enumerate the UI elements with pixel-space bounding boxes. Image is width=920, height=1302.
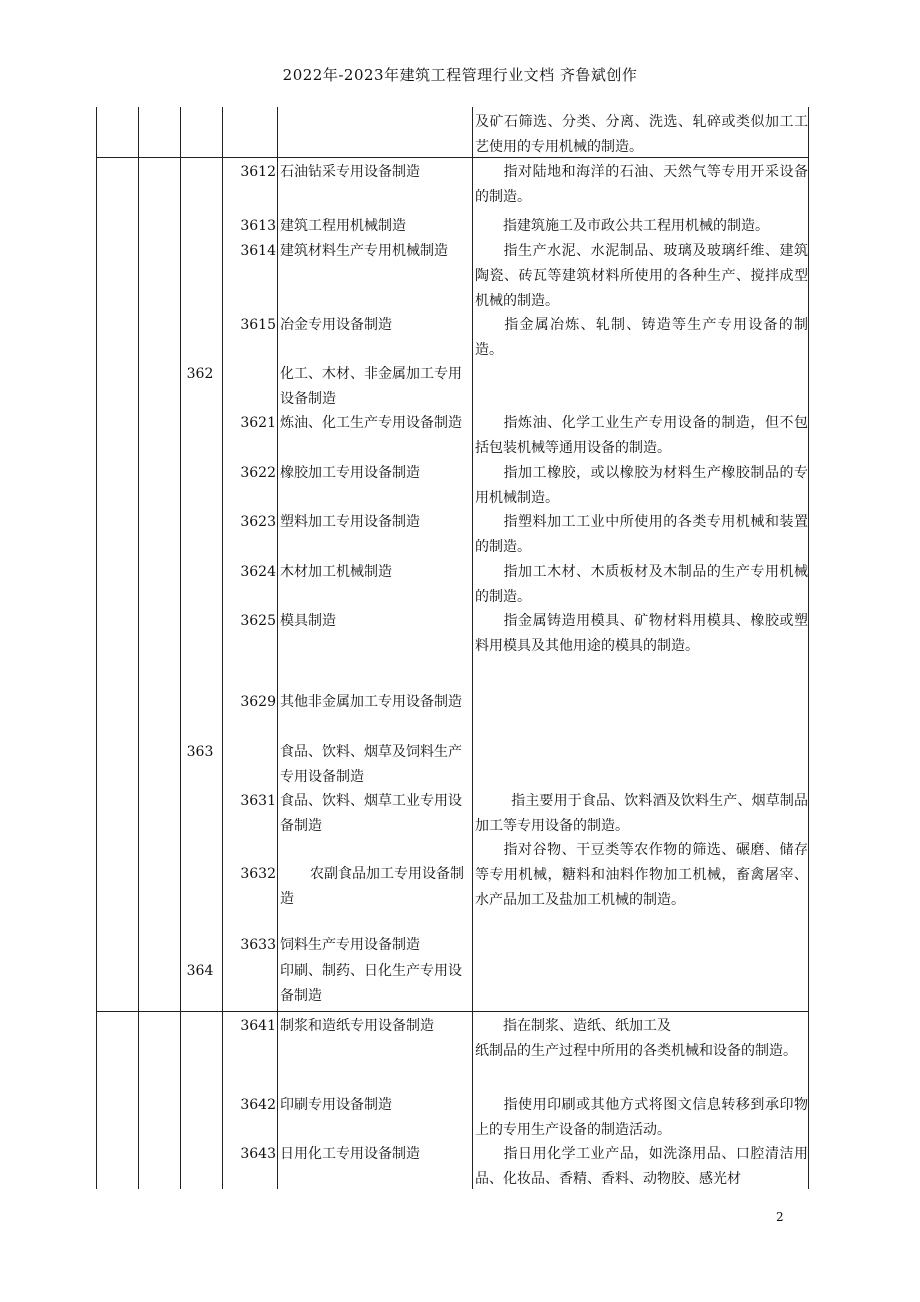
row-description: 指建筑施工及市政公共工程用机械的制造。 — [503, 218, 769, 234]
row-name: 炼油、化工生产专用设备制造 — [280, 415, 462, 431]
row-description: 指塑料加工工业中所使用的各类专用机械和装置的制造。 — [475, 514, 808, 555]
row-description: 指金属冶炼、轧制、铸造等生产专用设备的制造。 — [475, 317, 808, 358]
row-code: 3615 — [240, 317, 276, 333]
group-code: 363 — [186, 744, 214, 760]
row-name: 冶金专用设备制造 — [280, 317, 392, 333]
row-description: 指加工木材、木质板材及木制品的生产专用机械的制造。 — [475, 564, 808, 605]
row-code: 3613 — [240, 218, 276, 234]
row-name: 印刷专用设备制造 — [280, 1097, 392, 1113]
row-description: 指加工橡胶，或以橡胶为材料生产橡胶制品的专用机械制造。 — [475, 465, 808, 506]
row-description: 指炼油、化学工业生产专用设备的制造，但不包括包装机械等通用设备的制造。 — [475, 415, 808, 456]
group-name: 化工、木材、非金属加工专用设备制造 — [280, 366, 462, 407]
row-name: 模具制造 — [280, 613, 336, 629]
row-code: 3625 — [240, 613, 276, 629]
row-description: 指使用印刷或其他方式将图文信息转移到承印物上的专用生产设备的制造活动。 — [475, 1097, 808, 1138]
row-code: 3622 — [240, 465, 276, 481]
row-description: 指对谷物、干豆类等农作物的筛选、碾磨、储存等专用机械，糖料和油料作物加工机械，畜禽屠宰、水产品加工及盐加工机械的制造。 — [475, 842, 808, 908]
row-code: 3633 — [240, 937, 276, 953]
row-code: 3631 — [240, 793, 276, 809]
row-name: 塑料加工专用设备制造 — [280, 514, 420, 530]
row-description: 指金属铸造用模具、矿物材料用模具、橡胶或塑料用模具及其他用途的模具的制造。 — [475, 613, 808, 654]
row-code: 3632 — [240, 866, 276, 882]
row-code: 3629 — [240, 694, 276, 710]
row-name: 其他非金属加工专用设备制造 — [280, 694, 462, 710]
row-name: 制浆和造纸专用设备制造 — [280, 1018, 434, 1034]
row-name: 日用化工专用设备制造 — [280, 1146, 420, 1162]
group-name: 印刷、制药、日化生产专用设备制造 — [280, 963, 462, 1004]
row-name: 建筑工程用机械制造 — [280, 218, 406, 234]
row-description: 指在制浆、造纸、纸加工及 纸制品的生产过程中所用的各类机械和设备的制造。 — [475, 1018, 797, 1059]
row-name: 建筑材料生产专用机械制造 — [280, 243, 448, 259]
row-code: 3612 — [240, 164, 276, 180]
row-name: 饲料生产专用设备制造 — [280, 937, 420, 953]
row-code: 3614 — [240, 243, 276, 259]
row-code: 3643 — [240, 1146, 276, 1162]
row-description: 指日用化学工业产品，如洗涤用品、口腔清洁用品、化妆品、香精、香料、动物胶、感光材 — [475, 1146, 808, 1187]
row-name: 石油钻采专用设备制造 — [280, 164, 420, 180]
row-name: 橡胶加工专用设备制造 — [280, 465, 420, 481]
page-number: 2 — [776, 1210, 784, 1224]
row-code: 3624 — [240, 564, 276, 580]
row-code: 3642 — [240, 1097, 276, 1113]
row-code: 3623 — [240, 514, 276, 530]
row-code: 3621 — [240, 415, 276, 431]
page-header: 2022年-2023年建筑工程管理行业文档 齐鲁斌创作 — [282, 66, 638, 84]
group-name: 食品、饮料、烟草及饲料生产专用设备制造 — [280, 744, 462, 785]
group-code: 364 — [186, 963, 214, 979]
row-name: 食品、饮料、烟草工业专用设备制造 — [280, 793, 462, 834]
row-name: 木材加工机械制造 — [280, 564, 392, 580]
row-name: 农副食品加工专用设备制造 — [280, 866, 464, 907]
row-description: 指主要用于食品、饮料酒及饮料生产、烟草制品加工等专用设备的制造。 — [475, 793, 808, 834]
row-description: 指生产水泥、水泥制品、玻璃及玻璃纤维、建筑陶瓷、砖瓦等建筑材料所使用的各种生产、搅拌成型机械的制造。 — [475, 243, 808, 309]
group-code: 362 — [186, 366, 214, 382]
row-description: 指对陆地和海洋的石油、天然气等专用开采设备的制造。 — [475, 164, 808, 205]
row-description: 及矿石筛选、分类、分离、洗选、轧碎或类似加工工艺使用的专用机械的制造。 — [475, 114, 808, 155]
row-code: 3641 — [240, 1018, 276, 1034]
